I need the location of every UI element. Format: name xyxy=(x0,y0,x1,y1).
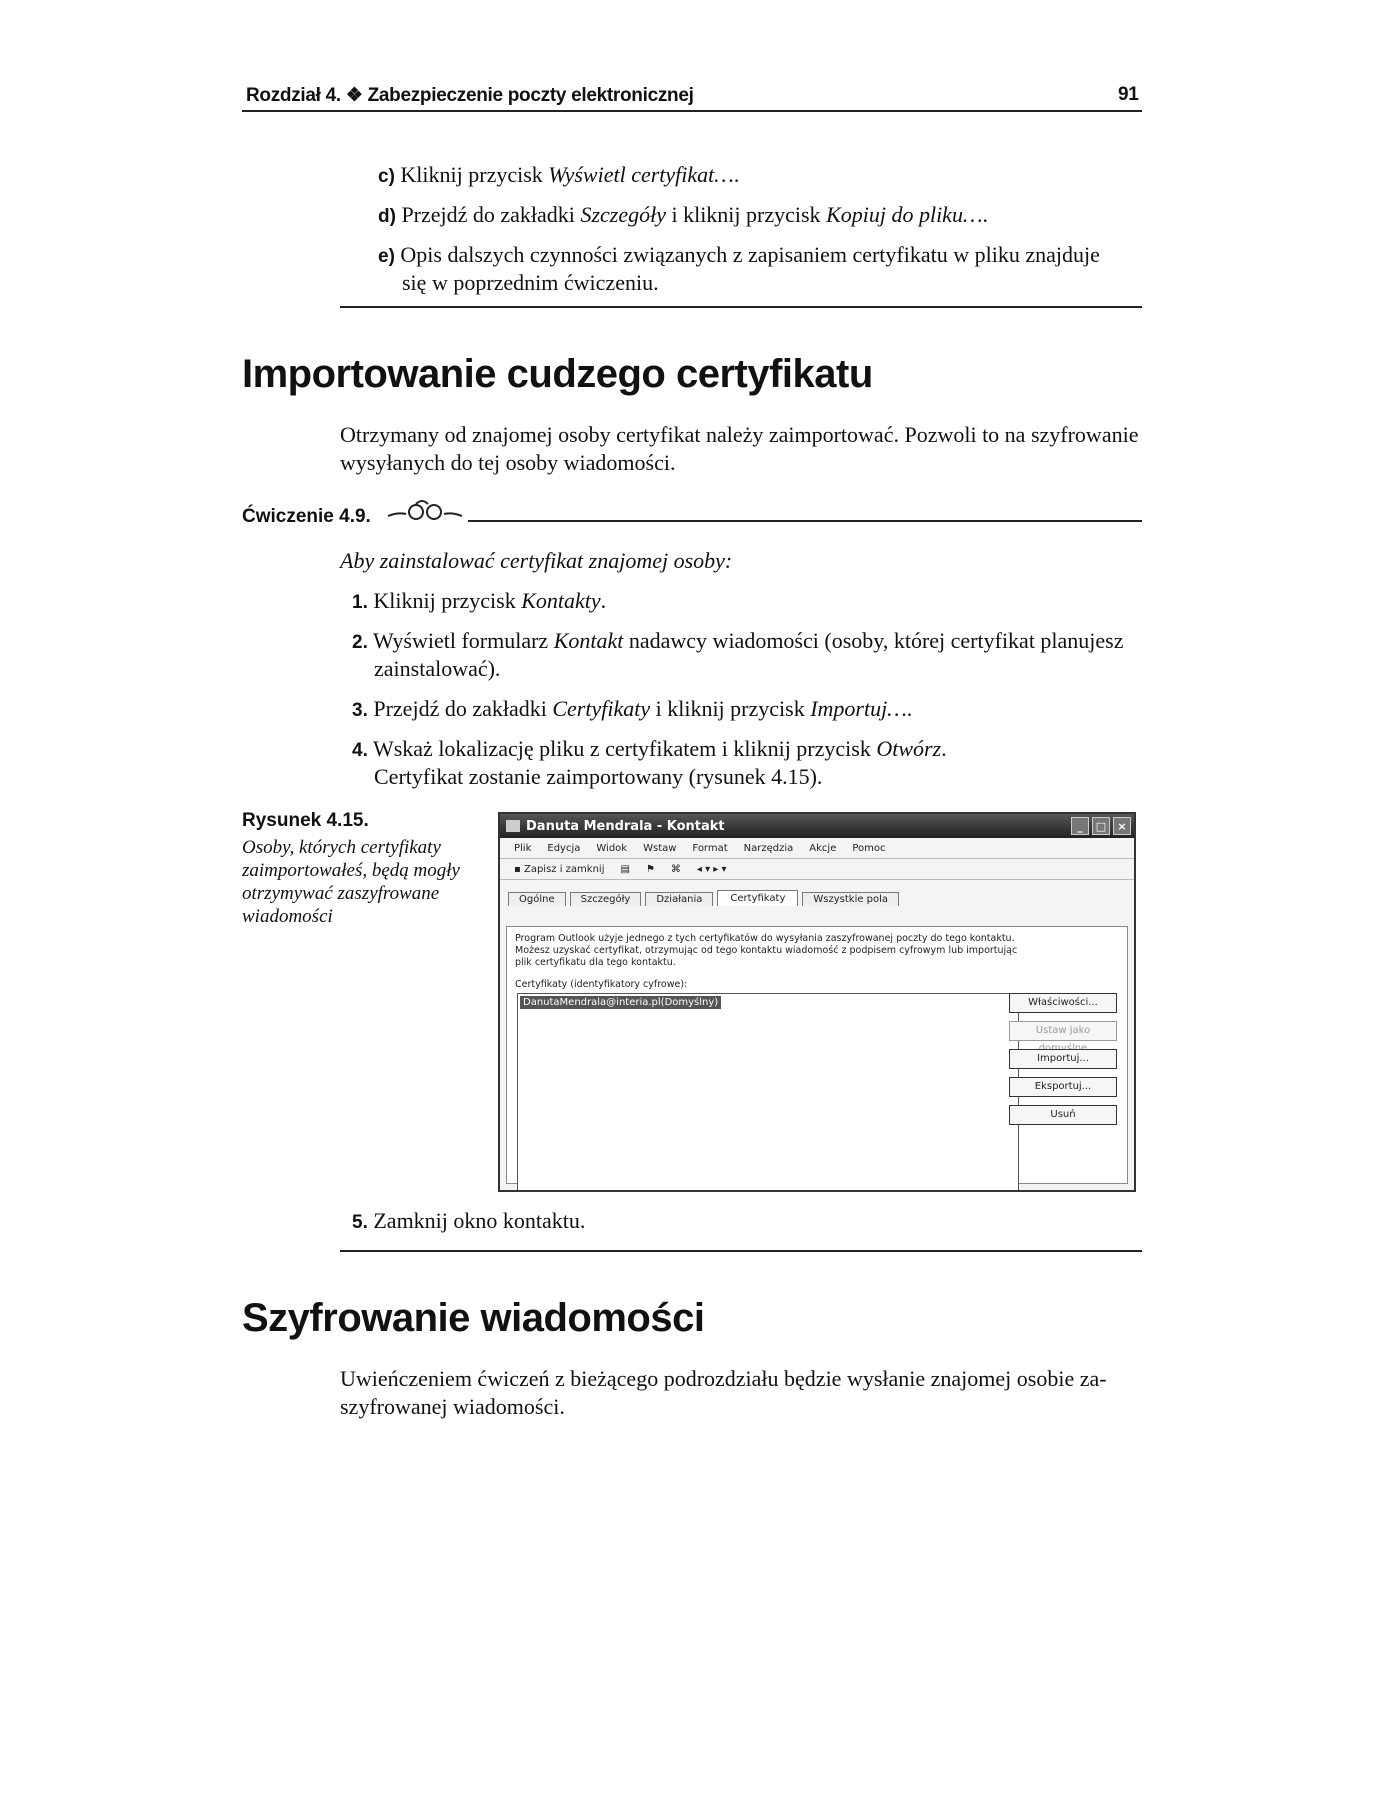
certificates-pane xyxy=(506,926,1128,1184)
tab-certificates[interactable]: Certyfikaty xyxy=(717,890,798,906)
tab-strip xyxy=(500,886,1134,906)
step-c: c) Kliknij przycisk Wyświetl certyfikat…. xyxy=(378,162,740,187)
exercise-step-1: 1. Kliknij przycisk Kontakty. xyxy=(352,588,607,613)
info-text: Program Outlook użyje jednego z tych certyfikatów do wysyłania zaszyfrowanej poczty do tego kontaktu. Możesz uzyskać certyfikat, otrzymując od tego kontaktu wiadomość z podpisem cyfrowym lub importując plik certyfikatu dla tego kontaktu. xyxy=(515,933,1018,968)
exercise-step-4-line2: Certyfikat zostanie zaimportowany (rysunek 4.15). xyxy=(374,764,823,789)
maximize-icon[interactable]: □ xyxy=(1092,817,1110,835)
section-title-2: Szyfrowanie wiadomości xyxy=(242,1296,705,1340)
set-default-button[interactable]: Ustaw jako xyxy=(1009,1021,1117,1041)
window-titlebar xyxy=(500,814,1134,838)
exercise-end-rule-2 xyxy=(340,1250,1142,1252)
menu-item[interactable]: Akcje xyxy=(809,842,837,854)
step-marker: c) xyxy=(378,166,395,187)
running-header-chapter: Rozdział 4. ❖ Zabezpieczenie poczty elektronicznej xyxy=(246,85,694,106)
tab-details[interactable]: Szczegóły xyxy=(570,892,642,906)
menu-item[interactable]: Wstaw xyxy=(643,842,677,854)
step-marker: d) xyxy=(378,206,396,227)
save-close-button[interactable]: ▪ Zapisz i zamknij xyxy=(514,863,605,875)
page-number: 91 xyxy=(1118,84,1139,105)
export-button[interactable]: Eksportuj... xyxy=(1009,1077,1117,1097)
print-icon[interactable]: ▤ xyxy=(620,863,630,875)
exercise-step-2-line2: zainstalować). xyxy=(374,656,501,681)
section2-para-line1: Uwieńczeniem ćwiczeń z bieżącego podrozdziału będzie wysłanie znajomej osobie za- xyxy=(340,1366,1107,1391)
tab-all-fields[interactable]: Wszystkie pola xyxy=(802,892,899,906)
properties-button[interactable]: Właściwości... xyxy=(1009,993,1117,1013)
window-title: Danuta Mendrala - Kontakt xyxy=(526,818,725,834)
header-rule xyxy=(242,110,1142,112)
exercise-step-5: 5. Zamknij okno kontaktu. xyxy=(352,1208,586,1233)
certificates-list[interactable] xyxy=(517,993,1019,1191)
close-icon[interactable]: × xyxy=(1113,817,1131,835)
step-marker: e) xyxy=(378,246,395,267)
menu-item[interactable]: Pomoc xyxy=(852,842,886,854)
section-para-line2: wysyłanych do tej osoby wiadomości. xyxy=(340,450,676,475)
arrow-icon[interactable]: ◂ ▾ ▸ ▾ xyxy=(696,863,727,875)
ornament-icon xyxy=(386,498,466,522)
section-para-line1: Otrzymany od znajomej osoby certyfikat należy zaimportować. Pozwoli to na szyfrowanie xyxy=(340,422,1139,447)
step-e-line2: się w poprzednim ćwiczeniu. xyxy=(402,270,659,295)
step-d: d) Przejdź do zakładki Szczegóły i kliknij przycisk Kopiuj do pliku…. xyxy=(378,202,989,227)
menu-item[interactable]: Plik xyxy=(514,842,532,854)
step-e: e) Opis dalszych czynności związanych z zapisaniem certyfikatu w pliku znajduje xyxy=(378,242,1100,267)
section2-para-line2: szyfrowanej wiadomości. xyxy=(340,1394,565,1419)
exercise-label: Ćwiczenie 4.9. xyxy=(242,506,371,527)
minimize-icon[interactable]: _ xyxy=(1071,817,1089,835)
exercise-step-3: 3. Przejdź do zakładki Certyfikaty i kliknij przycisk Importuj…. xyxy=(352,696,913,721)
exercise-rule xyxy=(468,520,1142,522)
menu-item[interactable]: Format xyxy=(692,842,728,854)
tab-activities[interactable]: Działania xyxy=(645,892,713,906)
section-title: Importowanie cudzego certyfikatu xyxy=(242,352,873,396)
menu-item[interactable]: Edycja xyxy=(547,842,581,854)
figure-caption: Osoby, których certyfikaty zaimportowałeś, będą mogły otrzymywać zaszyfrowane wiadomości xyxy=(242,837,460,927)
list-item[interactable]: DanutaMendrala@interia.pl(Domyślny) xyxy=(520,996,721,1009)
menu-bar xyxy=(500,838,1134,859)
exercise-intro: Aby zainstalować certyfikat znajomej osoby: xyxy=(340,548,733,573)
list-label: Certyfikaty (identyfikatory cyfrowe): xyxy=(515,979,688,990)
tab-general[interactable]: Ogólne xyxy=(508,892,566,906)
menu-item[interactable]: Widok xyxy=(596,842,628,854)
figure-label: Rysunek 4.15. xyxy=(242,810,369,831)
remove-button[interactable]: Usuń xyxy=(1009,1105,1117,1125)
menu-item[interactable]: Narzędzia xyxy=(743,842,794,854)
import-button[interactable]: Importuj... xyxy=(1009,1049,1117,1069)
attach-icon[interactable]: ⌘ xyxy=(670,863,681,875)
toolbar xyxy=(500,859,1134,880)
flag-icon[interactable]: ⚑ xyxy=(645,863,655,875)
exercise-end-rule xyxy=(340,306,1142,308)
contact-window-screenshot xyxy=(498,812,1136,1192)
exercise-step-4: 4. Wskaż lokalizację pliku z certyfikatem i kliknij przycisk Otwórz. xyxy=(352,736,947,761)
window-app-icon xyxy=(506,820,520,832)
exercise-step-2: 2. Wyświetl formularz Kontakt nadawcy wiadomości (osoby, której certyfikat planujesz xyxy=(352,628,1124,653)
